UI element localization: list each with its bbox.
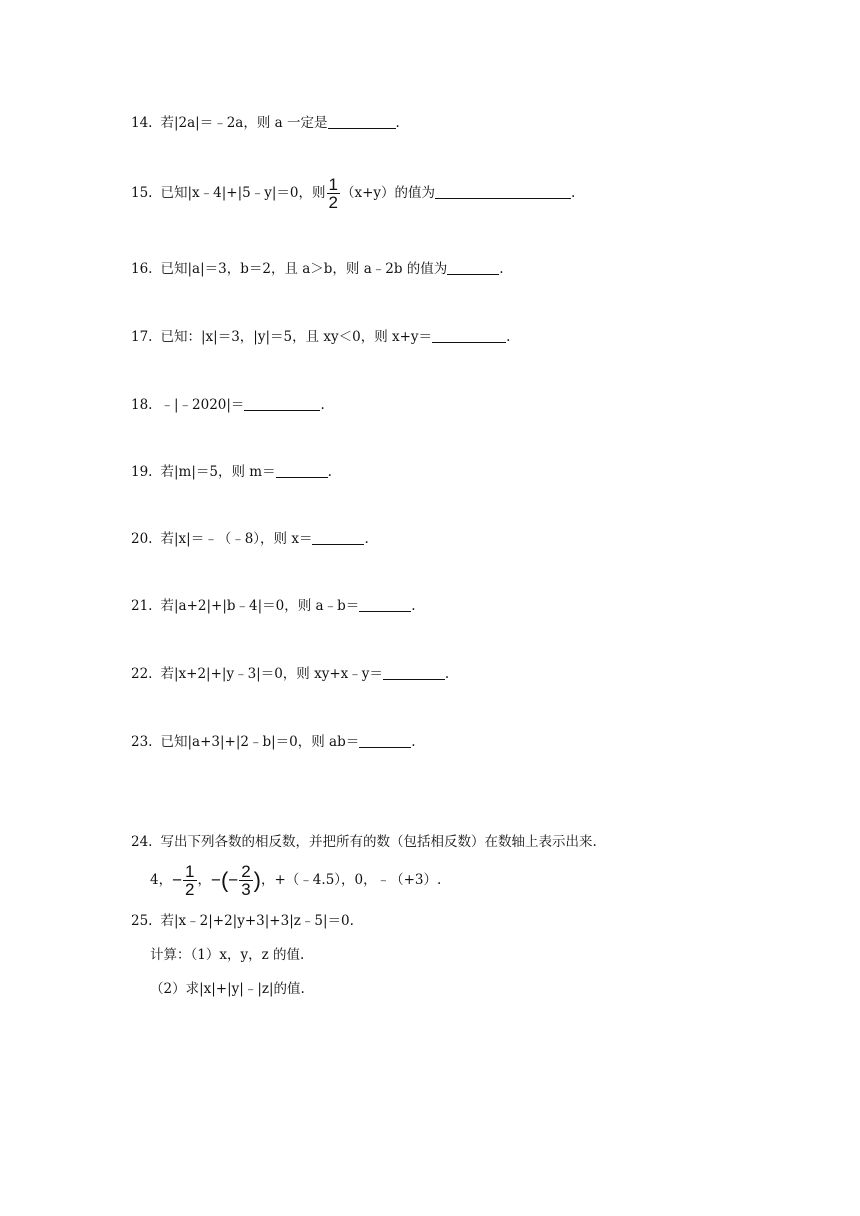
problem-text: 已知：|x|＝3，|y|＝5，且 xy＜0，则 x+y＝ (160, 329, 433, 345)
problem-text: 已知|a+3|+|2﹣b|＝0，则 ab＝ (160, 734, 360, 750)
answer-blank[interactable] (244, 396, 320, 411)
problem-text: ﹣|﹣2020|＝ (160, 397, 245, 413)
number-4: 4， (150, 872, 173, 888)
problem-22: 22. 若|x+2|+|y﹣3|＝0，则 xy+x﹣y＝ . (131, 666, 450, 682)
problem-number: 15. (131, 185, 153, 201)
problem-number: 14. (131, 115, 153, 131)
answer-blank[interactable] (359, 597, 411, 612)
problem-text: 已知|x﹣4|+|5﹣y|＝0，则 (160, 185, 326, 201)
answer-blank[interactable] (432, 328, 506, 343)
problem-25-part1: 计算：（1）x，y，z 的值. (150, 947, 305, 963)
problem-number: 24. (131, 834, 153, 850)
fraction-one-half: $\frac{1}{2}$ (328, 175, 338, 212)
problem-21: 21. 若|a+2|+|b﹣4|＝0，则 a﹣b＝ . (131, 598, 416, 614)
answer-blank[interactable] (276, 463, 328, 478)
problem-23: 23. 已知|a+3|+|2﹣b|＝0，则 ab＝ . (131, 734, 416, 750)
problem-number: 25. (131, 913, 153, 929)
problem-24 (131, 832, 597, 852)
answer-blank[interactable] (328, 114, 396, 129)
problem-number: 23. (131, 734, 153, 750)
answer-blank[interactable] (312, 530, 364, 545)
problem-14: 14. 若|2a|＝﹣2a，则 a 一定是 . (131, 115, 400, 131)
problem-15: 15. 已知|x﹣4|+|5﹣y|＝0，则 $\frac{1}{2}$ （x+y）的值为 . (131, 175, 576, 212)
problem-number: 21. (131, 598, 153, 614)
problem-number: 16. (131, 261, 153, 277)
problem-number: 22. (131, 666, 153, 682)
problem-number: 20. (131, 531, 153, 547)
answer-blank[interactable] (359, 733, 411, 748)
problem-25 (131, 911, 354, 931)
problem-18: 18. ﹣|﹣2020|＝ . (131, 397, 325, 413)
fraction-neg-one-half: $\frac{1}{2}$ (185, 862, 195, 899)
problem-text: 若|x﹣2|+2|y+3|+3|z﹣5|＝0. (160, 913, 354, 929)
problem-text: 已知|a|＝3，b＝2，且 a＞b，则 a﹣2b 的值为 (160, 261, 448, 277)
problem-text: （x+y）的值为 (340, 185, 436, 201)
answer-blank[interactable] (447, 260, 499, 275)
problem-text: 若|x|＝﹣（﹣8），则 x＝ (160, 531, 313, 547)
problem-text: 若|2a|＝﹣2a，则 a 一定是 (160, 115, 328, 131)
problem-number: 17. (131, 329, 153, 345)
problem-16: 16. 已知|a|＝3，b＝2，且 a＞b，则 a﹣2b 的值为 . (131, 261, 504, 277)
answer-blank[interactable] (383, 665, 445, 680)
problem-number: 19. (131, 464, 153, 480)
problem-text: 若|x+2|+|y﹣3|＝0，则 xy+x﹣y＝ (160, 666, 383, 682)
problem-text: 写出下列各数的相反数，并把所有的数（包括相反数）在数轴上表示出来. (160, 834, 597, 850)
problem-20: 20. 若|x|＝﹣（﹣8），则 x＝ . (131, 531, 369, 547)
problem-text: 若|a+2|+|b﹣4|＝0，则 a﹣b＝ (160, 598, 360, 614)
number-list-rest: ，+（﹣4.5），0，﹣（+3）. (261, 872, 442, 888)
problem-number: 18. (131, 397, 153, 413)
fraction-two-thirds: $\frac{2}{3}$ (241, 862, 251, 899)
problem-text: 若|m|＝5，则 m＝ (160, 464, 276, 480)
problem-17: 17. 已知：|x|＝3，|y|＝5，且 xy＜0，则 x+y＝ . (131, 329, 511, 345)
problem-24-numbers: 4，− $\frac{1}{2}$ ，−(− $\frac{2}{3}$ )，+（﹣4.5），0，﹣（+3）. (150, 862, 442, 899)
answer-blank[interactable] (435, 184, 571, 199)
problem-25-part2: （2）求|x|+|y|﹣|z|的值. (150, 981, 305, 997)
problem-19: 19. 若|m|＝5，则 m＝ . (131, 464, 332, 480)
